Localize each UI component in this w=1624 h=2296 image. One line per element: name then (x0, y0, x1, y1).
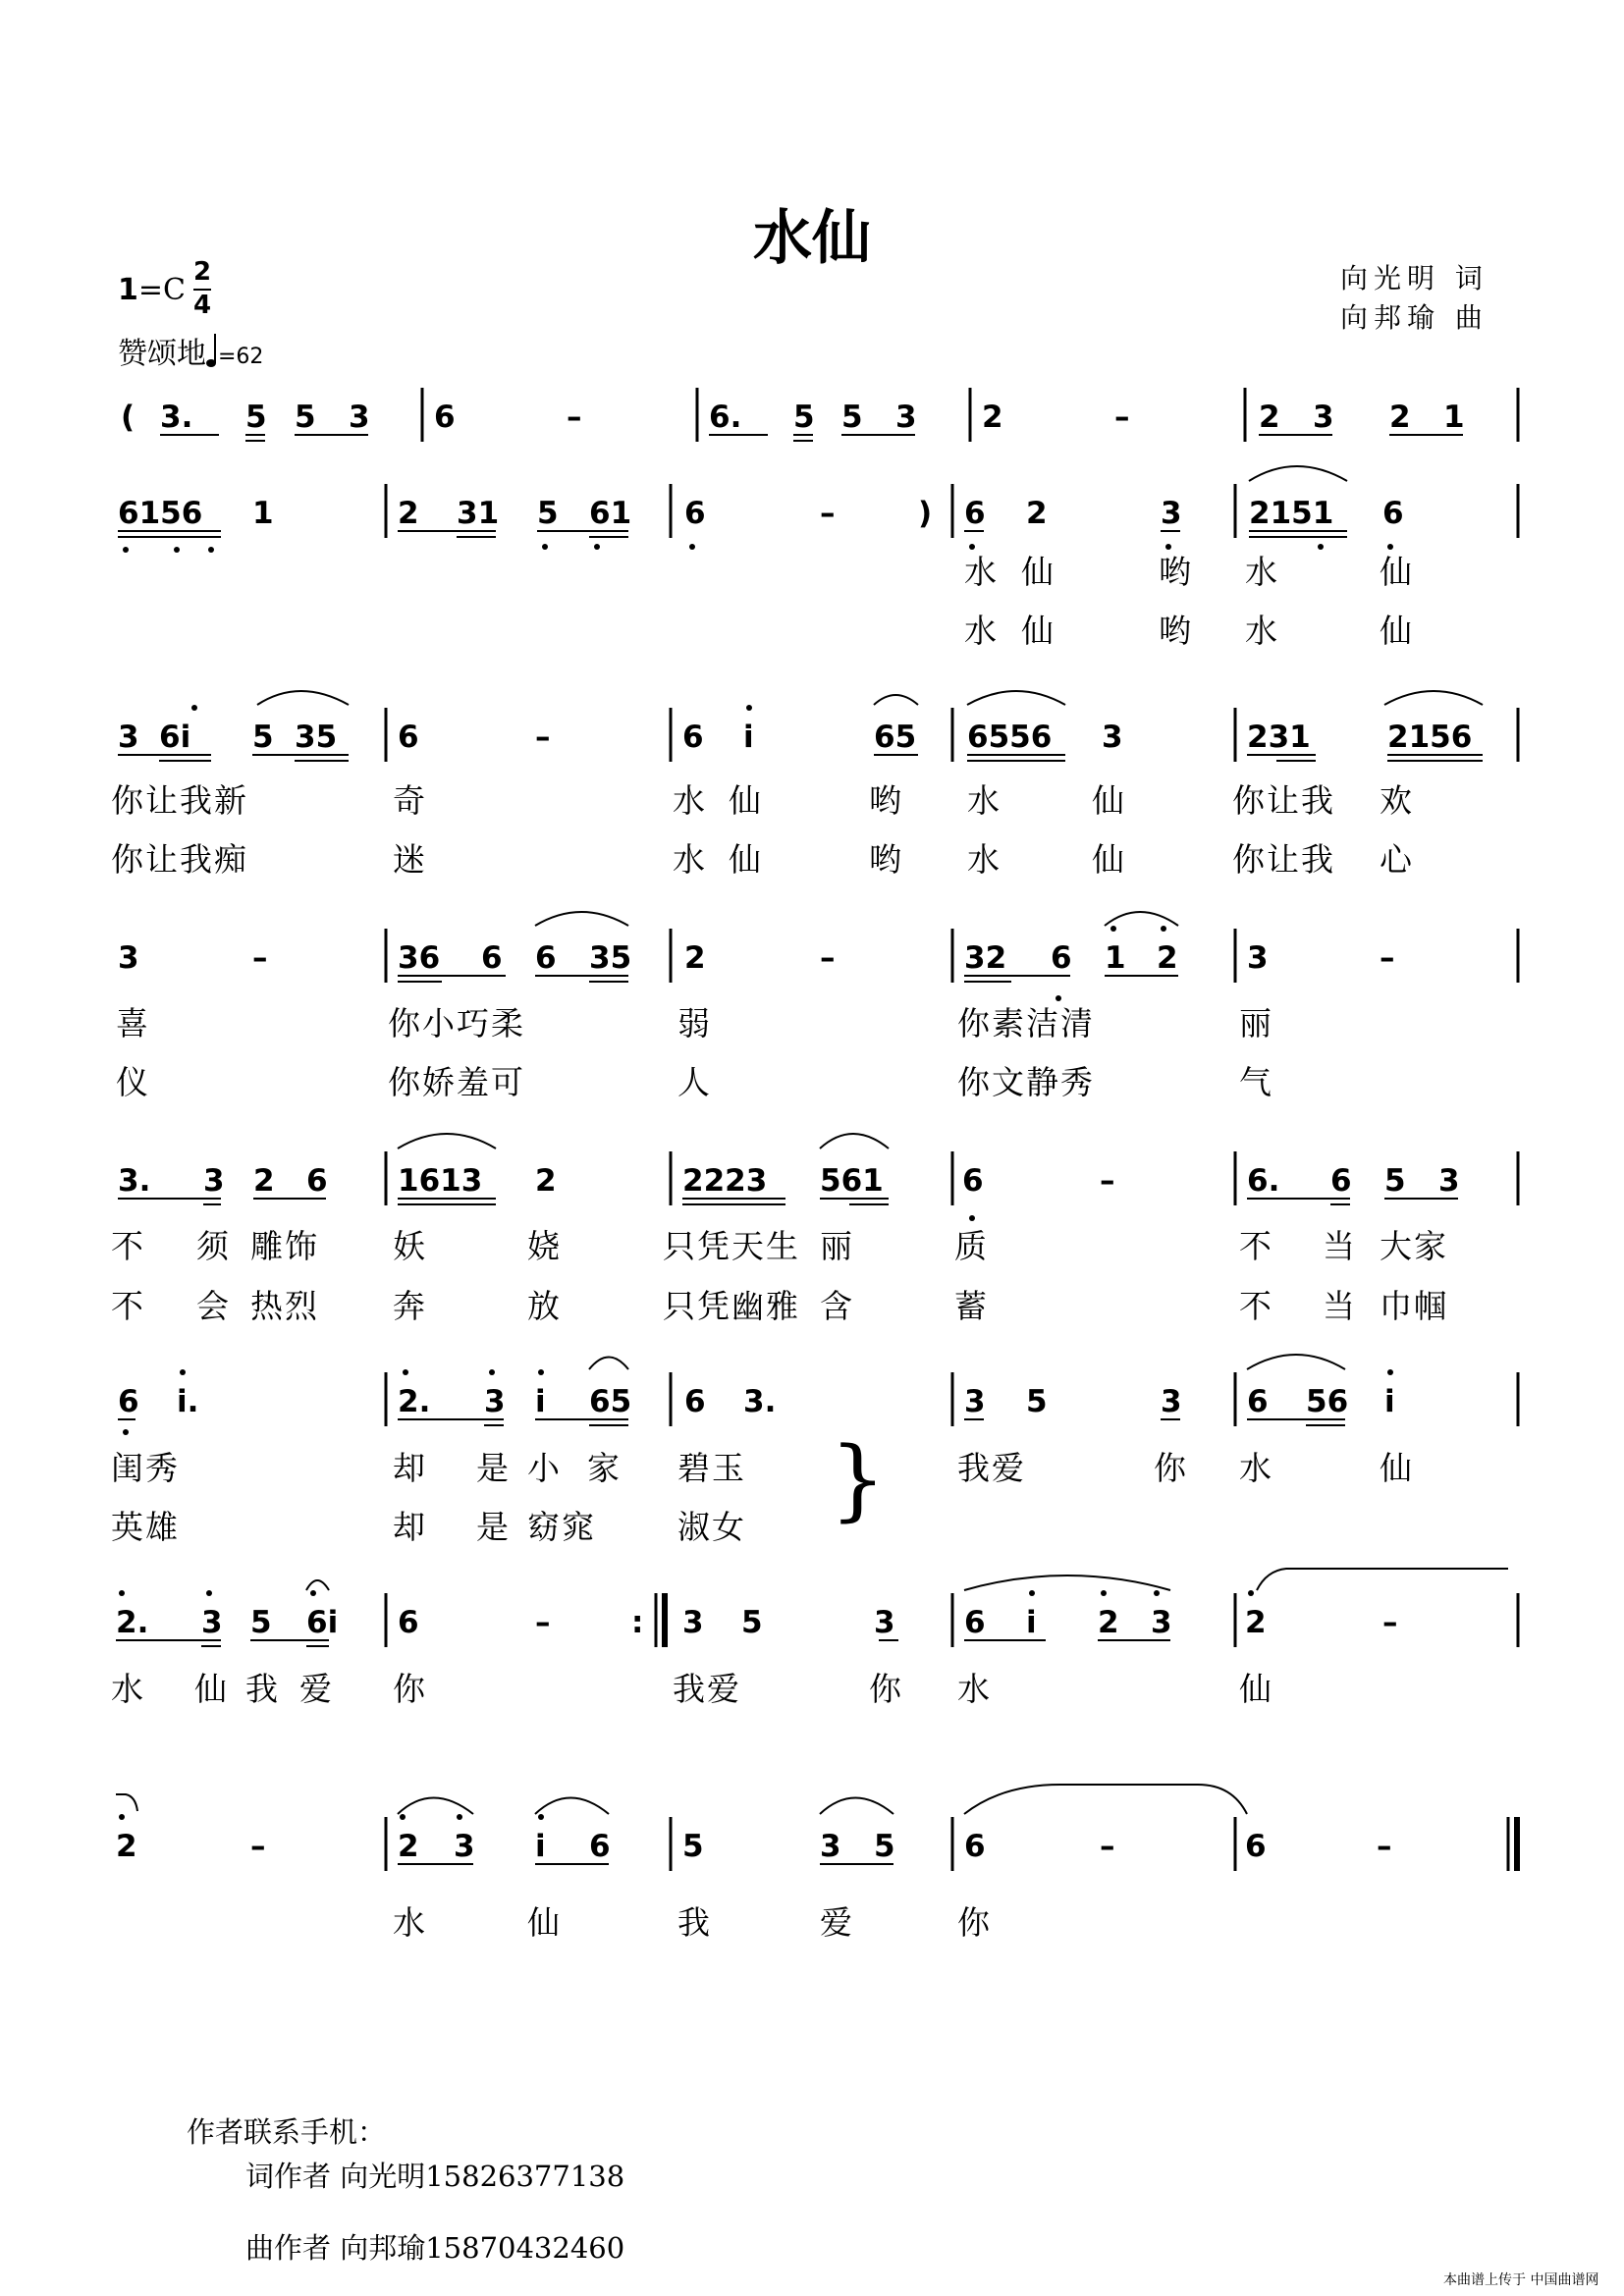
lyric: 碧玉 (677, 1449, 746, 1487)
lyric: 奇 (393, 781, 427, 820)
lyric: 却 (393, 1508, 427, 1546)
lyric: 你文静秀 (957, 1063, 1095, 1101)
lyric: 娆 (527, 1227, 562, 1265)
note: 6i (306, 1605, 339, 1640)
lyric: 会 (196, 1287, 231, 1325)
note: 32 (964, 940, 1007, 976)
note: 3 (1102, 720, 1123, 755)
note: 2. (398, 1384, 431, 1419)
note: 2 (1026, 496, 1048, 531)
lyric: 是 (476, 1508, 511, 1546)
note: 3. (160, 400, 193, 435)
note: 6 (434, 400, 456, 435)
note: 6 (589, 1829, 611, 1864)
note: 3 (895, 400, 917, 435)
lyric: 小 (527, 1449, 562, 1487)
note: 3 (682, 1605, 704, 1640)
lyric: 我 (677, 1903, 712, 1942)
upload-footer: 本曲谱上传于 中国曲谱网 (1443, 2272, 1599, 2288)
note: 35 (295, 720, 338, 755)
lyric: 仙 (194, 1670, 229, 1708)
note: 5 (1026, 1384, 1048, 1419)
note: i (1026, 1605, 1037, 1640)
contact-heading: 作者联系手机： (187, 2115, 387, 2149)
lyric: 你 (869, 1670, 903, 1708)
note: 3 (1151, 1605, 1172, 1640)
note: 6i (159, 720, 191, 755)
lyric: 弱 (677, 1004, 712, 1042)
lyric: 巾帼 (1380, 1287, 1448, 1325)
note: 6 (964, 1829, 986, 1864)
note: 6 (1245, 1829, 1267, 1864)
note: 3 (349, 400, 370, 435)
note: 1 (1105, 940, 1126, 976)
note: 3. (743, 1384, 777, 1419)
note: – (567, 400, 582, 435)
lyric: 哟 (869, 840, 903, 879)
lyric: 仙 (1380, 553, 1414, 591)
note: 6 (398, 1605, 419, 1640)
lyric: 当 (1323, 1227, 1357, 1265)
lyricist-credit: 向光明 词 (1340, 262, 1489, 294)
note: – (1100, 1163, 1115, 1199)
lyric: 仙 (1092, 840, 1126, 879)
lyric: 质 (954, 1227, 989, 1265)
note: ) (918, 496, 933, 531)
tempo-bpm: =62 (218, 345, 264, 369)
lyric: 你 (957, 1903, 992, 1942)
note: 6 (1247, 1384, 1269, 1419)
lyric: 你让我痴 (111, 840, 248, 879)
note: 3 (201, 1605, 223, 1640)
lyric: 气 (1239, 1063, 1273, 1101)
note: 3 (1247, 940, 1269, 976)
note: i. (177, 1384, 199, 1419)
note: – (535, 720, 551, 755)
slurs (116, 466, 1508, 1814)
lyric: 水 (1245, 553, 1279, 591)
lyric: 仙 (527, 1903, 562, 1942)
lyric: 我爱 (673, 1670, 741, 1708)
note: 6 (964, 496, 986, 531)
note: 2 (535, 1163, 557, 1199)
note: i (535, 1384, 546, 1419)
note: 2156 (1387, 720, 1473, 755)
lyric: 仙 (1092, 781, 1126, 820)
lyric: 水 (967, 781, 1001, 820)
time-signature-bottom: 4 (192, 291, 212, 320)
lyric: 却 (393, 1449, 427, 1487)
note: 2 (398, 1829, 419, 1864)
note: 3 (118, 940, 139, 976)
note: 5 (841, 400, 863, 435)
bar-lines (386, 388, 1518, 1871)
note: 3 (1161, 496, 1182, 531)
note: 65 (874, 720, 917, 755)
note: – (1380, 940, 1395, 976)
song-title: 水仙 (753, 204, 871, 273)
lyric: 我 (245, 1670, 280, 1708)
lyric: 仙 (1380, 612, 1414, 650)
lyric: 爱 (820, 1903, 854, 1942)
lyric: 水 (1239, 1449, 1273, 1487)
lyric: 你让我 (1232, 781, 1335, 820)
note: 6. (1247, 1163, 1280, 1199)
note: 6 (398, 720, 419, 755)
lyric: 含 (820, 1287, 854, 1325)
note: 6. (709, 400, 742, 435)
note: 3. (118, 1163, 151, 1199)
note: – (1114, 400, 1130, 435)
lyric: 哟 (1159, 553, 1193, 591)
note: 36 (398, 940, 441, 976)
tempo-mood: 赞颂地 (118, 337, 206, 371)
key-degree: 1 (118, 273, 138, 307)
note: 2 (253, 1163, 275, 1199)
lyric: 妖 (393, 1227, 427, 1265)
note: 2 (398, 496, 419, 531)
lyric: 丽 (820, 1227, 854, 1265)
note: 6 (1051, 940, 1072, 976)
lyric: 仪 (116, 1063, 150, 1101)
note: 5 (252, 720, 274, 755)
note: 3 (874, 1605, 895, 1640)
lyric: 水 (673, 781, 707, 820)
lyric: 你 (393, 1670, 427, 1708)
note: 1 (252, 496, 274, 531)
lyric: 只凭天生 (663, 1227, 800, 1265)
note: – (250, 1829, 266, 1864)
note: 5 (250, 1605, 272, 1640)
note: 6 (1330, 1163, 1352, 1199)
note: – (820, 496, 836, 531)
note: 2 (1098, 1605, 1119, 1640)
note: 65 (589, 1384, 632, 1419)
lyric: 你让我 (1232, 840, 1335, 879)
lyric: 是 (476, 1449, 511, 1487)
lyric: 爱 (299, 1670, 334, 1708)
lyric: 欢 (1380, 781, 1414, 820)
lyric: 大家 (1380, 1227, 1448, 1265)
note: 231 (1247, 720, 1311, 755)
note: 2223 (682, 1163, 768, 1199)
octave-dots (119, 544, 1393, 1820)
lyric: 哟 (1159, 612, 1193, 650)
lyric: 仙 (1021, 612, 1056, 650)
note: 6 (481, 940, 503, 976)
note: 6 (682, 720, 704, 755)
note: 5 (245, 400, 267, 435)
key-note: C (163, 273, 186, 307)
note: i (1384, 1384, 1395, 1419)
note: 3 (118, 720, 139, 755)
lyric: 人 (677, 1063, 712, 1101)
lyric: 不 (1239, 1227, 1273, 1265)
lyric: 蓄 (954, 1287, 989, 1325)
note: 35 (589, 940, 632, 976)
lyric: 奔 (393, 1287, 427, 1325)
note: 5 (793, 400, 815, 435)
note: 6 (118, 1384, 139, 1419)
note: 3 (484, 1384, 506, 1419)
lyric: 水 (964, 612, 999, 650)
lyric: 不 (1239, 1287, 1273, 1325)
lyric: 家 (587, 1449, 622, 1487)
note: 561 (820, 1163, 884, 1199)
note: 2 (1259, 400, 1280, 435)
lyric: 你小巧柔 (388, 1004, 525, 1042)
note: 5 (874, 1829, 895, 1864)
lyric: 心 (1380, 840, 1414, 879)
lyric: 水 (964, 553, 999, 591)
lyric: 水 (673, 840, 707, 879)
note: 3 (1438, 1163, 1460, 1199)
lyric: 当 (1323, 1287, 1357, 1325)
lyric: 仙 (1021, 553, 1056, 591)
lyric: 仙 (729, 840, 763, 879)
note: 5 (741, 1605, 763, 1640)
note: 6 (535, 940, 557, 976)
lyric: 水 (393, 1903, 427, 1942)
composer-phone: 曲作者 向邦瑜15870432460 (245, 2231, 625, 2265)
note: 5 (1384, 1163, 1406, 1199)
note: 3 (454, 1829, 475, 1864)
note: 3 (203, 1163, 225, 1199)
lyric: 喜 (116, 1004, 150, 1042)
lyric: 只凭幽雅 (663, 1287, 800, 1325)
lyric: 迷 (393, 840, 427, 879)
note: 2 (1157, 940, 1178, 976)
lyric: 仙 (1380, 1449, 1414, 1487)
lyric: 水 (967, 840, 1001, 879)
note: 6 (684, 496, 706, 531)
composer-credit: 向邦瑜 曲 (1340, 301, 1489, 334)
note: 3 (964, 1384, 986, 1419)
lyric: 你 (1154, 1449, 1188, 1487)
note: 5 (537, 496, 559, 531)
lyric: 不 (111, 1287, 145, 1325)
note: i (743, 720, 754, 755)
lyric: 你娇羞可 (388, 1063, 525, 1101)
note: 2 (684, 940, 706, 976)
note: – (252, 940, 268, 976)
note: 31 (457, 496, 500, 531)
lyric: 水 (111, 1670, 145, 1708)
lyricist-phone: 词作者 向光明15826377138 (245, 2160, 625, 2193)
repeat-sign: : (631, 1605, 644, 1640)
note: 6 (964, 1605, 986, 1640)
note: 6 (306, 1163, 328, 1199)
note: 1 (1443, 400, 1465, 435)
lyric: 你让我新 (111, 781, 248, 820)
note: 2 (982, 400, 1003, 435)
note: – (1382, 1605, 1398, 1640)
lyric: 热烈 (250, 1287, 319, 1325)
lyric: 淑女 (677, 1508, 746, 1546)
note: 6 (684, 1384, 706, 1419)
note: 2. (116, 1605, 149, 1640)
key-equals: = (137, 273, 164, 307)
note: 6156 (118, 496, 203, 531)
note: 3 (1313, 400, 1334, 435)
lyric: 放 (527, 1287, 562, 1325)
note: 5 (295, 400, 316, 435)
lyric: 丽 (1239, 1004, 1273, 1042)
note: ( (121, 400, 135, 435)
lyric: 水 (1245, 612, 1279, 650)
note: – (1377, 1829, 1392, 1864)
verse-brace: } (830, 1428, 887, 1531)
beam-underlines (116, 435, 1483, 1864)
lyric: 闺秀 (111, 1449, 180, 1487)
note: 6 (962, 1163, 984, 1199)
lyric: 窈窕 (527, 1508, 596, 1546)
lyric: 仙 (729, 781, 763, 820)
note: 61 (589, 496, 632, 531)
note: 56 (1306, 1384, 1349, 1419)
note: 3 (820, 1829, 841, 1864)
lyric: 哟 (869, 781, 903, 820)
note: – (820, 940, 836, 976)
note: 6 (1382, 496, 1404, 531)
lyric: 我爱 (957, 1449, 1026, 1487)
note: 2 (116, 1829, 137, 1864)
lyric: 英雄 (111, 1508, 180, 1546)
note: – (1100, 1829, 1115, 1864)
lyric: 你素洁清 (957, 1004, 1095, 1042)
note: i (535, 1829, 546, 1864)
time-signature-top: 2 (192, 257, 212, 287)
note: 1613 (398, 1163, 483, 1199)
lyric: 水 (957, 1670, 992, 1708)
note: 5 (682, 1829, 704, 1864)
lyric: 仙 (1239, 1670, 1273, 1708)
lyric: 不 (111, 1227, 145, 1265)
note: 6556 (967, 720, 1053, 755)
lyric: 雕饰 (250, 1227, 319, 1265)
note: 2 (1389, 400, 1411, 435)
lyric: 须 (196, 1227, 231, 1265)
note: 3 (1161, 1384, 1182, 1419)
note: – (535, 1605, 551, 1640)
note: 2151 (1249, 496, 1334, 531)
note: 2 (1245, 1605, 1267, 1640)
